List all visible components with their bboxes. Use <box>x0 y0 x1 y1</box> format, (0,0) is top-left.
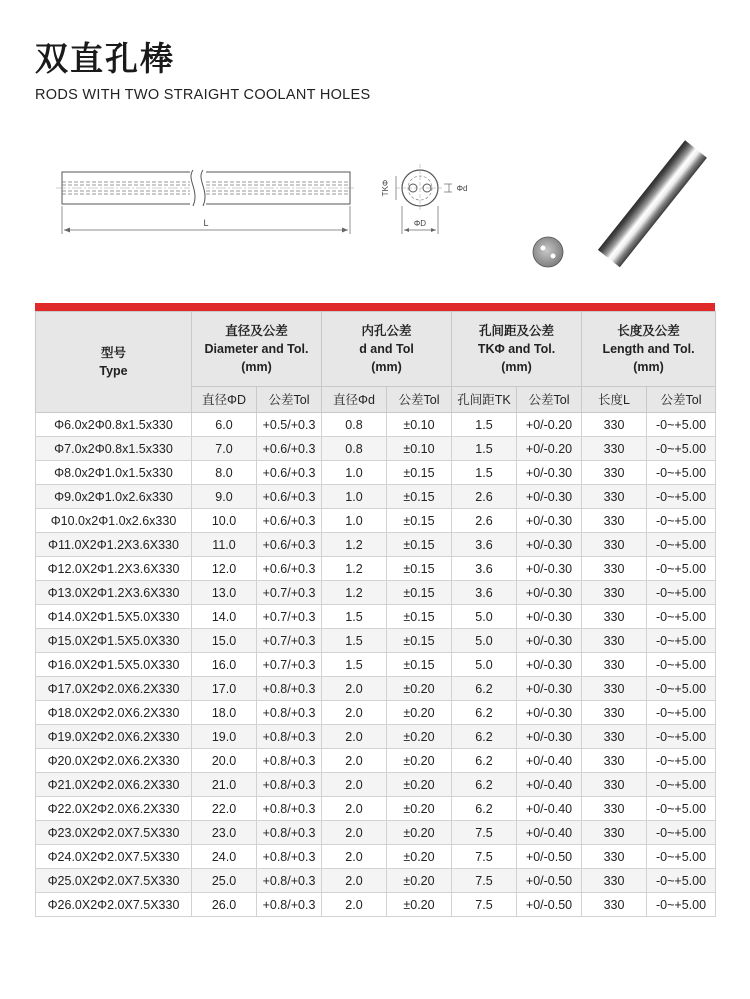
cell-length: 330 <box>582 821 647 845</box>
col-header-length: 长度L <box>582 387 647 413</box>
cell-length-tol: -0~+5.00 <box>647 437 716 461</box>
cell-diameter: 8.0 <box>192 461 257 485</box>
cell-length: 330 <box>582 701 647 725</box>
cell-tk-tol: +0/-0.30 <box>517 485 582 509</box>
cell-diameter: 16.0 <box>192 653 257 677</box>
cell-length-tol: -0~+5.00 <box>647 509 716 533</box>
table-row <box>36 605 716 629</box>
cell-diameter-tol: +0.6/+0.3 <box>257 461 322 485</box>
cell-hole-tol: ±0.15 <box>387 461 452 485</box>
cell-tk-tol: +0/-0.30 <box>517 581 582 605</box>
cell-tk-tol: +0/-0.40 <box>517 773 582 797</box>
cell-tk-tol: +0/-0.30 <box>517 509 582 533</box>
cell-tk: 5.0 <box>452 629 517 653</box>
table-row <box>36 653 716 677</box>
cell-length: 330 <box>582 629 647 653</box>
cell-hole-tol: ±0.20 <box>387 869 452 893</box>
cell-type: Φ25.0X2Φ2.0X7.5X330 <box>36 869 192 893</box>
cell-tk: 6.2 <box>452 749 517 773</box>
cell-hole-tol: ±0.20 <box>387 797 452 821</box>
table-row <box>36 557 716 581</box>
cell-tk: 3.6 <box>452 581 517 605</box>
hole-diameter-label: Φd <box>456 184 468 193</box>
cell-hole: 1.0 <box>322 461 387 485</box>
table-row <box>36 485 716 509</box>
table-row <box>36 893 716 917</box>
hole-group-header: 内孔公差 d and Tol (mm) <box>322 312 452 387</box>
cell-hole: 1.5 <box>322 653 387 677</box>
table-row <box>36 821 716 845</box>
cell-length-tol: -0~+5.00 <box>647 605 716 629</box>
cell-length-tol: -0~+5.00 <box>647 725 716 749</box>
cell-length: 330 <box>582 869 647 893</box>
cell-hole: 0.8 <box>322 413 387 437</box>
table-row <box>36 797 716 821</box>
cell-tk: 6.2 <box>452 725 517 749</box>
cell-hole: 1.2 <box>322 581 387 605</box>
cell-length-tol: -0~+5.00 <box>647 581 716 605</box>
cell-length: 330 <box>582 605 647 629</box>
cell-hole-tol: ±0.20 <box>387 725 452 749</box>
cell-type: Φ9.0x2Φ1.0x2.6x330 <box>36 485 192 509</box>
cell-hole: 2.0 <box>322 797 387 821</box>
table-row <box>36 773 716 797</box>
cell-tk-tol: +0/-0.30 <box>517 677 582 701</box>
cell-diameter-tol: +0.8/+0.3 <box>257 677 322 701</box>
table-row <box>36 677 716 701</box>
cell-type: Φ15.0X2Φ1.5X5.0X330 <box>36 629 192 653</box>
cell-tk: 3.6 <box>452 533 517 557</box>
cell-length: 330 <box>582 509 647 533</box>
cell-tk: 6.2 <box>452 677 517 701</box>
cell-hole: 1.5 <box>322 605 387 629</box>
cell-diameter-tol: +0.6/+0.3 <box>257 485 322 509</box>
cell-tk: 5.0 <box>452 605 517 629</box>
cell-diameter-tol: +0.7/+0.3 <box>257 581 322 605</box>
cell-tk-tol: +0/-0.30 <box>517 557 582 581</box>
cell-type: Φ6.0x2Φ0.8x1.5x330 <box>36 413 192 437</box>
cell-type: Φ24.0X2Φ2.0X7.5X330 <box>36 845 192 869</box>
cell-diameter: 9.0 <box>192 485 257 509</box>
cell-length: 330 <box>582 461 647 485</box>
cell-tk: 7.5 <box>452 821 517 845</box>
cell-diameter: 25.0 <box>192 869 257 893</box>
cell-diameter: 13.0 <box>192 581 257 605</box>
cell-tk: 1.5 <box>452 437 517 461</box>
cell-length-tol: -0~+5.00 <box>647 557 716 581</box>
table-row <box>36 749 716 773</box>
cell-length: 330 <box>582 557 647 581</box>
cell-tk-tol: +0/-0.30 <box>517 653 582 677</box>
cell-diameter-tol: +0.8/+0.3 <box>257 749 322 773</box>
cell-tk-tol: +0/-0.50 <box>517 893 582 917</box>
cell-length-tol: -0~+5.00 <box>647 701 716 725</box>
cell-length: 330 <box>582 725 647 749</box>
cell-tk: 7.5 <box>452 845 517 869</box>
cell-length: 330 <box>582 677 647 701</box>
cell-type: Φ12.0X2Φ1.2X3.6X330 <box>36 557 192 581</box>
cell-type: Φ13.0X2Φ1.2X3.6X330 <box>36 581 192 605</box>
cell-length-tol: -0~+5.00 <box>647 533 716 557</box>
cell-length-tol: -0~+5.00 <box>647 629 716 653</box>
cell-hole-tol: ±0.20 <box>387 749 452 773</box>
cell-type: Φ22.0X2Φ2.0X6.2X330 <box>36 797 192 821</box>
cell-diameter: 19.0 <box>192 725 257 749</box>
cell-tk: 1.5 <box>452 461 517 485</box>
cell-hole: 2.0 <box>322 821 387 845</box>
cell-tk: 2.6 <box>452 485 517 509</box>
cell-length-tol: -0~+5.00 <box>647 893 716 917</box>
cell-tk: 2.6 <box>452 509 517 533</box>
cell-hole-tol: ±0.15 <box>387 605 452 629</box>
cell-tk: 6.2 <box>452 773 517 797</box>
table-row <box>36 461 716 485</box>
cell-diameter-tol: +0.6/+0.3 <box>257 509 322 533</box>
cell-type: Φ23.0X2Φ2.0X7.5X330 <box>36 821 192 845</box>
cell-type: Φ14.0X2Φ1.5X5.0X330 <box>36 605 192 629</box>
cell-tk-tol: +0/-0.30 <box>517 533 582 557</box>
cell-hole-tol: ±0.15 <box>387 557 452 581</box>
outer-diameter-label: ΦD <box>413 219 427 228</box>
cell-diameter: 23.0 <box>192 821 257 845</box>
cell-hole: 1.2 <box>322 533 387 557</box>
type-header: 型号 Type <box>36 312 192 413</box>
cell-diameter-tol: +0.8/+0.3 <box>257 725 322 749</box>
cell-diameter: 14.0 <box>192 605 257 629</box>
cell-length-tol: -0~+5.00 <box>647 653 716 677</box>
cell-tk: 7.5 <box>452 869 517 893</box>
cell-hole-tol: ±0.10 <box>387 413 452 437</box>
spec-table <box>35 311 716 917</box>
cell-length: 330 <box>582 485 647 509</box>
table-row <box>36 845 716 869</box>
col-header-diameter-tol: 公差Tol <box>257 387 322 413</box>
col-header-hole: 直径Φd <box>322 387 387 413</box>
cell-length: 330 <box>582 797 647 821</box>
cell-tk-tol: +0/-0.30 <box>517 629 582 653</box>
table-row <box>36 629 716 653</box>
length-group-header: 长度及公差 Length and Tol. (mm) <box>582 312 716 387</box>
tk-group-header: 孔间距及公差 TKΦ and Tol. (mm) <box>452 312 582 387</box>
cell-diameter: 12.0 <box>192 557 257 581</box>
cell-tk-tol: +0/-0.50 <box>517 845 582 869</box>
cell-hole: 2.0 <box>322 869 387 893</box>
cell-hole: 2.0 <box>322 845 387 869</box>
cell-type: Φ7.0x2Φ0.8x1.5x330 <box>36 437 192 461</box>
cell-diameter: 15.0 <box>192 629 257 653</box>
table-row <box>36 725 716 749</box>
table-row <box>36 869 716 893</box>
cell-length-tol: -0~+5.00 <box>647 677 716 701</box>
cell-hole: 2.0 <box>322 773 387 797</box>
cell-length: 330 <box>582 773 647 797</box>
cell-tk-tol: +0/-0.30 <box>517 605 582 629</box>
cell-diameter: 20.0 <box>192 749 257 773</box>
cell-diameter-tol: +0.5/+0.3 <box>257 413 322 437</box>
cell-hole-tol: ±0.15 <box>387 629 452 653</box>
cell-hole-tol: ±0.20 <box>387 893 452 917</box>
cell-diameter-tol: +0.8/+0.3 <box>257 797 322 821</box>
cell-diameter: 17.0 <box>192 677 257 701</box>
cell-length-tol: -0~+5.00 <box>647 797 716 821</box>
cell-length-tol: -0~+5.00 <box>647 773 716 797</box>
cell-length-tol: -0~+5.00 <box>647 413 716 437</box>
cell-type: Φ21.0X2Φ2.0X6.2X330 <box>36 773 192 797</box>
cell-diameter: 24.0 <box>192 845 257 869</box>
cell-hole-tol: ±0.20 <box>387 701 452 725</box>
cell-diameter-tol: +0.8/+0.3 <box>257 893 322 917</box>
cell-type: Φ11.0X2Φ1.2X3.6X330 <box>36 533 192 557</box>
col-header-length-tol: 公差Tol <box>647 387 716 413</box>
cell-diameter: 21.0 <box>192 773 257 797</box>
cell-tk: 6.2 <box>452 701 517 725</box>
col-header-hole-tol: 公差Tol <box>387 387 452 413</box>
cell-diameter: 18.0 <box>192 701 257 725</box>
cell-diameter-tol: +0.8/+0.3 <box>257 773 322 797</box>
cell-tk: 3.6 <box>452 557 517 581</box>
cell-length: 330 <box>582 653 647 677</box>
cell-diameter-tol: +0.7/+0.3 <box>257 653 322 677</box>
cell-diameter-tol: +0.6/+0.3 <box>257 557 322 581</box>
cell-length-tol: -0~+5.00 <box>647 485 716 509</box>
cell-hole: 1.0 <box>322 485 387 509</box>
cell-tk: 5.0 <box>452 653 517 677</box>
cell-hole-tol: ±0.15 <box>387 509 452 533</box>
cell-tk-tol: +0/-0.30 <box>517 701 582 725</box>
cell-hole-tol: ±0.15 <box>387 533 452 557</box>
cell-type: Φ16.0X2Φ1.5X5.0X330 <box>36 653 192 677</box>
cell-length: 330 <box>582 581 647 605</box>
page-subtitle: RODS WITH TWO STRAIGHT COOLANT HOLES <box>35 87 371 103</box>
cell-hole-tol: ±0.15 <box>387 581 452 605</box>
cell-hole-tol: ±0.20 <box>387 677 452 701</box>
cell-length: 330 <box>582 749 647 773</box>
cell-tk: 6.2 <box>452 797 517 821</box>
cell-diameter: 7.0 <box>192 437 257 461</box>
col-header-tk-tol: 公差Tol <box>517 387 582 413</box>
technical-drawing <box>0 130 750 290</box>
cell-diameter: 26.0 <box>192 893 257 917</box>
cell-length-tol: -0~+5.00 <box>647 845 716 869</box>
cell-tk-tol: +0/-0.40 <box>517 797 582 821</box>
cell-type: Φ26.0X2Φ2.0X7.5X330 <box>36 893 192 917</box>
cell-tk-tol: +0/-0.40 <box>517 749 582 773</box>
cell-length: 330 <box>582 845 647 869</box>
cell-diameter-tol: +0.6/+0.3 <box>257 533 322 557</box>
cell-type: Φ19.0X2Φ2.0X6.2X330 <box>36 725 192 749</box>
tk-label: TKΦ <box>381 179 390 197</box>
cell-diameter-tol: +0.8/+0.3 <box>257 821 322 845</box>
cell-diameter-tol: +0.8/+0.3 <box>257 701 322 725</box>
table-row <box>36 533 716 557</box>
cell-tk-tol: +0/-0.50 <box>517 869 582 893</box>
cell-tk-tol: +0/-0.30 <box>517 725 582 749</box>
cell-tk: 1.5 <box>452 413 517 437</box>
cell-hole-tol: ±0.20 <box>387 773 452 797</box>
cell-length: 330 <box>582 437 647 461</box>
cell-length-tol: -0~+5.00 <box>647 821 716 845</box>
cell-length-tol: -0~+5.00 <box>647 461 716 485</box>
cell-type: Φ17.0X2Φ2.0X6.2X330 <box>36 677 192 701</box>
cell-hole: 2.0 <box>322 893 387 917</box>
cell-diameter-tol: +0.7/+0.3 <box>257 629 322 653</box>
cell-hole-tol: ±0.20 <box>387 845 452 869</box>
table-row <box>36 701 716 725</box>
cell-length: 330 <box>582 413 647 437</box>
cell-hole: 1.2 <box>322 557 387 581</box>
length-label: L <box>203 218 209 228</box>
cell-hole: 2.0 <box>322 725 387 749</box>
cell-length: 330 <box>582 893 647 917</box>
cell-hole-tol: ±0.20 <box>387 821 452 845</box>
diameter-group-header: 直径及公差 Diameter and Tol. (mm) <box>192 312 322 387</box>
col-header-diameter: 直径ΦD <box>192 387 257 413</box>
cell-type: Φ18.0X2Φ2.0X6.2X330 <box>36 701 192 725</box>
table-row <box>36 437 716 461</box>
cell-hole: 2.0 <box>322 677 387 701</box>
cell-diameter: 10.0 <box>192 509 257 533</box>
col-header-tk: 孔间距TK <box>452 387 517 413</box>
cell-length-tol: -0~+5.00 <box>647 749 716 773</box>
cell-diameter-tol: +0.6/+0.3 <box>257 437 322 461</box>
cell-type: Φ10.0x2Φ1.0x2.6x330 <box>36 509 192 533</box>
cell-hole-tol: ±0.15 <box>387 485 452 509</box>
table-row <box>36 413 716 437</box>
cell-hole: 1.0 <box>322 509 387 533</box>
page-title: 双直孔棒 <box>35 39 175 78</box>
cell-tk-tol: +0/-0.40 <box>517 821 582 845</box>
cell-hole: 2.0 <box>322 701 387 725</box>
cell-diameter: 11.0 <box>192 533 257 557</box>
rod-3d-render <box>533 140 707 267</box>
cell-length: 330 <box>582 533 647 557</box>
cell-diameter: 22.0 <box>192 797 257 821</box>
cell-diameter-tol: +0.8/+0.3 <box>257 869 322 893</box>
cell-hole-tol: ±0.10 <box>387 437 452 461</box>
cell-tk-tol: +0/-0.20 <box>517 413 582 437</box>
cell-diameter: 6.0 <box>192 413 257 437</box>
cell-hole: 0.8 <box>322 437 387 461</box>
cell-type: Φ20.0X2Φ2.0X6.2X330 <box>36 749 192 773</box>
table-header-accent <box>35 303 715 311</box>
cell-hole-tol: ±0.15 <box>387 653 452 677</box>
table-row <box>36 581 716 605</box>
cell-tk-tol: +0/-0.30 <box>517 461 582 485</box>
cell-tk: 7.5 <box>452 893 517 917</box>
cell-diameter-tol: +0.7/+0.3 <box>257 605 322 629</box>
cell-length-tol: -0~+5.00 <box>647 869 716 893</box>
cell-hole: 2.0 <box>322 749 387 773</box>
cell-tk-tol: +0/-0.20 <box>517 437 582 461</box>
cell-type: Φ8.0x2Φ1.0x1.5x330 <box>36 461 192 485</box>
cell-diameter-tol: +0.8/+0.3 <box>257 845 322 869</box>
table-row <box>36 509 716 533</box>
cell-hole: 1.5 <box>322 629 387 653</box>
